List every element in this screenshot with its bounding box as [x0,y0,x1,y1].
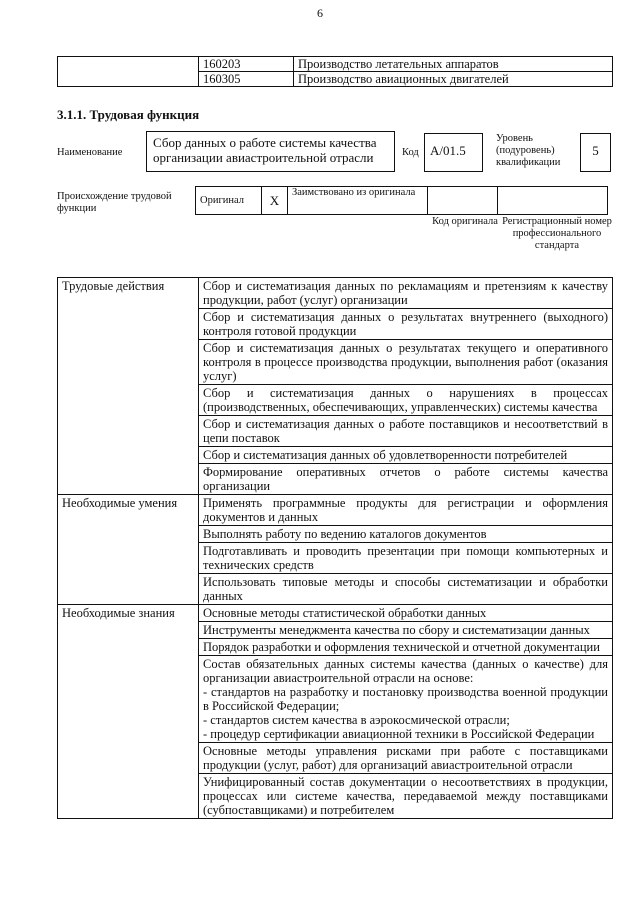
okso-code: 160305 [199,72,294,87]
okso-empty-cell [58,72,199,87]
original-label: Оригинал [196,187,262,215]
code-label: Код [402,147,419,158]
okso-row [58,57,613,72]
okso-name: Производство летательных аппаратов [294,57,613,72]
section-heading: 3.1.1. Трудовая функция [57,107,200,122]
origin-label: Происхождение трудовой функции [57,191,172,214]
section-item: Использовать типовые методы и способы систематизации и обработки данных [199,574,613,605]
borrowed-label: Заимствовано из оригинала [288,187,428,215]
section-item: Сбор и систематизация данных о работе поставщиков и несоответствий в цепи поставок [199,416,613,447]
function-code: A/01.5 [424,133,483,172]
name-label: Наименование [57,147,123,158]
table-row [58,495,613,526]
section-item: Сбор и систематизация данных об удовлетворенности потребителей [199,447,613,464]
section-item: Сбор и систематизация данных по рекламациям и претензиям к качеству продукции, работ (услуг) организации [199,278,613,309]
section-title: Трудовые действия [58,278,199,495]
section-item: Порядок разработки и оформления технической и отчетной документации [199,639,613,656]
qualification-level: 5 [580,133,611,172]
level-label: Уровень (подуровень) квалификации [496,133,561,168]
table-row [58,278,613,309]
table-row [58,605,613,622]
function-name: Сбор данных о работе системы качества организации авиастроительной отрасли [146,131,395,172]
section-title: Необходимые знания [58,605,199,819]
code-caption: Код оригинала [432,216,498,227]
origin-table [195,186,608,215]
section-item: Сбор и систематизация данных о нарушениях в процессах (производственных, обеспечивающих, управленческих) системы качества [199,385,613,416]
section-item: Основные методы управления рисками при работе с поставщиками продукции (услуг, работ) для организаций авиастроительной отрасли [199,743,613,774]
section-item: Применять программные продукты для регистрации и оформления документов и данных [199,495,613,526]
registration-number-cell [498,187,608,215]
section-item: Формирование оперативных отчетов о работе системы качества организации [199,464,613,495]
section-item: Состав обязательных данных системы качества (данных о качестве) для организации авиастроительной отрасли на основе: - стандартов на разработку и постановку производства военной продукции в Российской Федерации; - стандартов систем качества в аэрокосмической отрасли; - процедур сертификации авиационной техники в Российской Федерации [199,656,613,743]
labor-function-table [57,277,613,819]
section-item: Основные методы статистической обработки данных [199,605,613,622]
original-mark: X [262,187,288,215]
original-code-cell [428,187,498,215]
section-item: Инструменты менеджмента качества по сбору и систематизации данных [199,622,613,639]
section-item: Сбор и систематизация данных о результатах внутреннего (выходного) контроля готовой продукции [199,309,613,340]
okso-row [58,72,613,87]
okso-code: 160203 [199,57,294,72]
section-item: Выполнять работу по ведению каталогов документов [199,526,613,543]
okso-table [57,56,613,87]
okso-name: Производство авиационных двигателей [294,72,613,87]
page-number: 6 [317,6,323,20]
section-item: Подготавливать и проводить презентации при помощи компьютерных и технических средств [199,543,613,574]
section-title: Необходимые умения [58,495,199,605]
section-item: Сбор и систематизация данных о результатах текущего и оперативного контроля в процессе производства продукции, выполнения работ (оказания услуг) [199,340,613,385]
section-item: Унифицированный состав документации о несоответствиях в продукции, процессах или системе качества, передаваемой между поставщиками (субпоставщиками) и потребителем [199,774,613,819]
okso-empty-cell [58,57,199,72]
registration-caption: Регистрационный номер профессионального стандарта [502,216,612,251]
